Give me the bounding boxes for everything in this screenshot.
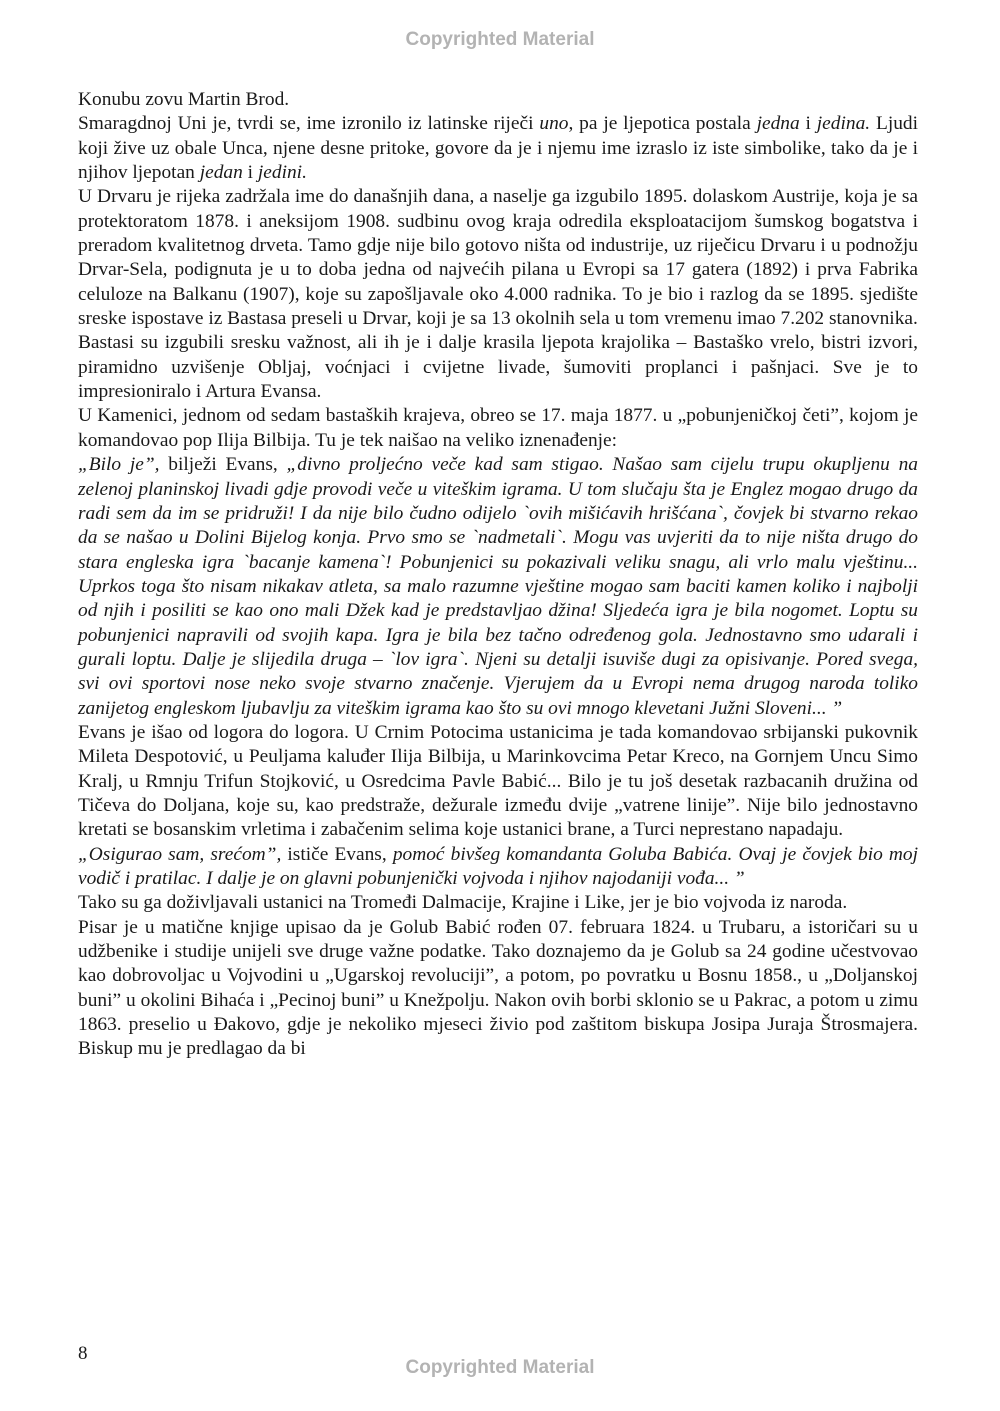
italic-run: jedan	[199, 162, 243, 184]
text-run: Ljudi koji žive uz obale Unca, njene desne pritoke, govore da je i njemu ime izraslo iz iste simbolike, tako da je i njihov ljepotan	[78, 113, 918, 184]
text-run: Tako su ga doživljavali ustanici na Tromeđi Dalmacije, Krajine i Like, jer je bio vojvoda iz naroda.	[78, 892, 848, 914]
paragraph-9	[78, 891, 918, 915]
copyright-watermark-bottom: Copyrighted Material	[405, 1357, 595, 1378]
paragraph-10	[78, 916, 918, 1062]
text-run: Smaragdnoj Uni je, tvrdi se, ime izronilo iz latinske riječi	[78, 113, 540, 135]
paragraph-8-evans-quote	[78, 843, 918, 892]
text-run: Pisar je u matične knjige upisao da je Golub Babić rođen 07. februara 1824. u Trubaru, a istoričari su u udžbenike i studije unijeli sve druge važne podatke. Tako doznajemo da je Golub sa 24 godine učestvovao kao dobrovoljac u Vojvodini u „Ugarskoj revoluciji”, a potom, po povratku u Bosnu 1858., u „Doljanskoj buni” u okolini Bihaća i „Pecinoj buni” u Knežpolju. Nakon ovih borbi sklonio se u Pakrac, a potom u zimu 1863. preselio u Đakovo, gdje je nekoliko mjeseci živio pod zaštitom biskupa Josipa Juraja Štrosmajera. Biskup mu je predlagao da bi	[78, 916, 918, 1060]
text-run: U Drvaru je rijeka zadržala ime do današnjih dana, a naselje ga izgubilo 1895. dolaskom Austrije, koja je sa protektoratom 1878. i aneksijom 1908. sudbinu ovog kraja odredila eksploatacijom šumskog bogatstva i preradom kvalitetnog drveta. Tamo gdje nije bilo gotovo ništa od industrije, uz riječicu Drvaru i u podnožju Drvar-Sela, podignuta je u to doba jedna od najvećih pilana u Evropi sa 17 gatera (1892) i prva Fabrika celuloze na Balkanu (1907), koje su zapošljavale oko 4.000 radnika. To je bio i razlog da se 1895. sjedište sreske ispostave iz Bastasa preseli u Drvar, koji je sa 13 okolnih sela u tom vremenu imao 7.202 stanovnika.	[78, 186, 918, 330]
text-run: Evans je išao od logora do logora. U Crnim Potocima ustanicima je tada komandovao srbijanski pukovnik Mileta Despotović, u Peuljama kaluđer Ilija Bilbija, u Marinkovcima Petar Kreco, na Gornjem Uncu Simo Kralj, u Rmnju Trifun Stojković, u Osredcima Pavle Babić... Bilo je tu još desetak razbacanih družina od Tičeva do Doljana, koje su, kao predstraže, dežurale između dvije „vatrene linije”. Nije bilo jednostavno kretati se bosanskim vrletima i zabačenim selima koje ustanici brane, a Turci neprestano napadaju.	[78, 721, 918, 841]
italic-run: „divno proljećno veče kad sam stigao. Našao sam cijelu trupu okupljenu na zelenoj planinskoj livadi gdje provodi veče u viteškim igrama. U tom slučaju šta je Englez mogao drugo da radi sem da im se pridruži! I da nije bilo čudno odijelo `ovih mišićavih hrišćana`, čovjek bi stvarno rekao da se našao u Dolini Bijelog konja. Prvo smo se `nadmetali`. Mogu vas uvjeriti da to nije ništa drugo do stara engleska igra `bacanje kamena`! Pobunjenici su pokazivali veliku snagu, ali vrlo malu vještinu... Uprkos toga što nisam nikakav atleta, sa malo razumne vještine mogao sam baciti kamen koliko i najbolji od njih i posiliti se kao ono mali Džek kad je predstavljao džina! Sljedeća igra je bila nogomet. Loptu su pobunjenici napravili od svojih kapa. Igra je bila bez tačno određenog gola. Jednostavno smo udarali i gurali loptu. Dalje je slijedila druga – `lov igra`. Njeni su detalji isuviše dugi za opisivanje. Pored svega, svi ovi sportovi nose neko svoje stvarno značenje. Vjerujem da u Evropi nema drugog naroda toliko zanijetog engleskom ljubavlju za viteškim igrama kao što su ovi mnogo klevetani Južni Sloveni... ”	[78, 454, 918, 719]
paragraph-2	[78, 112, 918, 185]
paragraph-1	[78, 88, 918, 112]
text-run: U Kamenici, jednom od sedam bastaških krajeva, obreo se 17. maja 1877. u „pobunjeničkoj četi”, kojom je komandovao pop Ilija Bilbija. Tu je tek naišao na veliko iznenađenje:	[78, 405, 918, 451]
italic-run: pomoć bivšeg komandanta Goluba Babića. Ovaj je čovjek bio moj vodič i pratilac. I dalje je on glavni pobunjenički vojvoda i njihov najodaniji vođa... ”	[78, 843, 918, 889]
paragraph-3	[78, 185, 918, 331]
italic-run: jedina.	[816, 113, 871, 135]
copyright-watermark-top: Copyrighted Material	[405, 29, 595, 50]
paragraph-5	[78, 404, 918, 453]
paragraph-4	[78, 331, 918, 404]
page-number: 8	[78, 1343, 88, 1364]
paragraph-7	[78, 721, 918, 843]
italic-run: jedna	[756, 113, 800, 135]
text-run: Bastasi su izgubili sresku važnost, ali ih je i dalje krasila ljepota krajolika – Bastaško vrelo, bistri izvori, piramidno uzvišenje Obljaj, voćnjaci i cvijetne livade, šumoviti proplanci i pašnjaci. Sve je to impresioniralo i Artura Evansa.	[78, 332, 918, 403]
text-run: Konubu zovu Martin Brod.	[78, 89, 290, 110]
page-body-text	[78, 88, 918, 1062]
text-run: i	[242, 162, 258, 184]
italic-run: „Bilo je”,	[78, 454, 160, 476]
text-run: bilježi Evans,	[159, 454, 287, 476]
paragraph-6-evans-quote	[78, 453, 918, 721]
italic-run: jedini.	[257, 162, 307, 184]
text-run: ističe Evans,	[281, 843, 393, 865]
italic-run: „Osigurao sam, srećom”,	[78, 843, 282, 865]
italic-run: uno	[539, 113, 569, 135]
text-run: i	[799, 113, 817, 135]
text-run: , pa je ljepotica postala	[568, 113, 757, 135]
